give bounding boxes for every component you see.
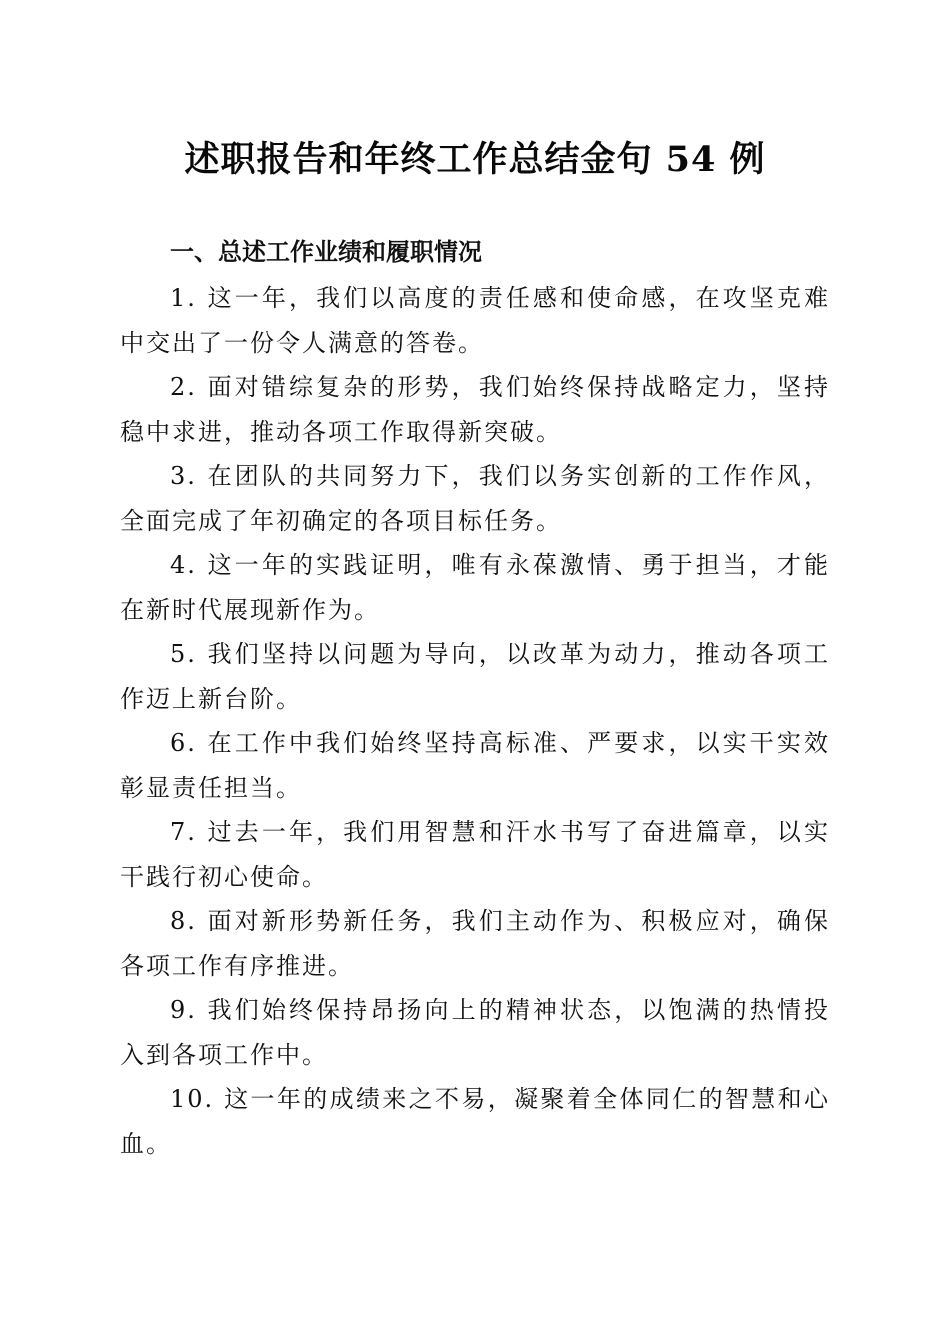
document-title: 述职报告和年终工作总结金句 54 例 — [184, 139, 766, 180]
paragraph-10: 10. 这一年的成绩来之不易，凝聚着全体同仁的智慧和心血。 — [120, 1085, 830, 1158]
section-heading: 一、总述工作业绩和履职情况 — [170, 238, 482, 266]
paragraph-1: 1. 这一年，我们以高度的责任感和使命感，在攻坚克难中交出了一份令人满意的答卷。 — [120, 284, 830, 357]
paragraph-6: 6. 在工作中我们始终坚持高标准、严要求，以实干实效彰显责任担当。 — [120, 729, 830, 802]
paragraph-2: 2. 面对错综复杂的形势，我们始终保持战略定力，坚持稳中求进，推动各项工作取得新突破。 — [120, 373, 830, 446]
body-text — [120, 276, 830, 1166]
paragraph-9: 9. 我们始终保持昂扬向上的精神状态，以饱满的热情投入到各项工作中。 — [120, 996, 830, 1069]
paragraph-8: 8. 面对新形势新任务，我们主动作为、积极应对，确保各项工作有序推进。 — [120, 907, 830, 980]
paragraph-7: 7. 过去一年，我们用智慧和汗水书写了奋进篇章，以实干践行初心使命。 — [120, 818, 830, 891]
paragraph-3: 3. 在团队的共同努力下，我们以务实创新的工作作风，全面完成了年初确定的各项目标任务。 — [120, 462, 830, 535]
paragraph-5: 5. 我们坚持以问题为导向，以改革为动力，推动各项工作迈上新台阶。 — [120, 640, 830, 713]
paragraph-4: 4. 这一年的实践证明，唯有永葆激情、勇于担当，才能在新时代展现新作为。 — [120, 551, 830, 624]
